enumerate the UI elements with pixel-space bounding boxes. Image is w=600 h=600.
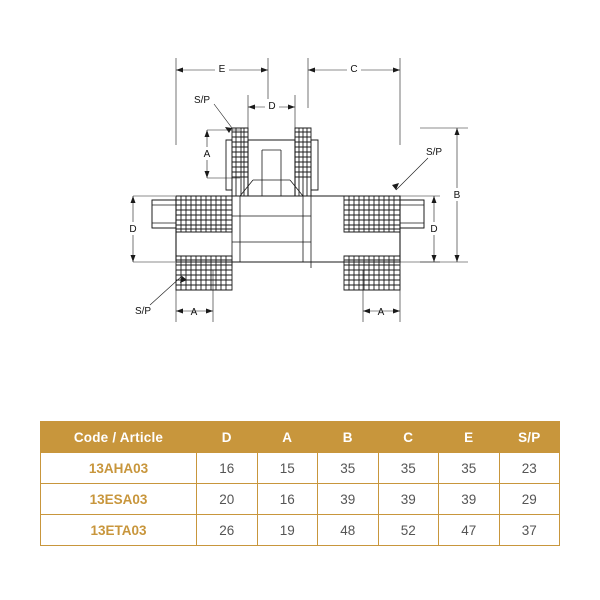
dim-label-sp-top-left: S/P: [193, 95, 211, 106]
dim-label-d-top: D: [268, 101, 276, 112]
dim-label-d-right: D: [430, 224, 438, 235]
table-row: [41, 515, 560, 546]
spec-table: [40, 421, 560, 546]
dim-label-b-right: B: [453, 190, 461, 201]
table-row: [41, 484, 560, 515]
cell-c: 39: [378, 484, 439, 515]
cell-a: 19: [257, 515, 318, 546]
cell-a: 15: [257, 453, 318, 484]
dim-label-d-left: D: [129, 224, 137, 235]
column-header-sp: S/P: [499, 422, 560, 453]
cell-e: 35: [439, 453, 500, 484]
dim-label-sp-right: S/P: [425, 147, 443, 158]
column-header-a: A: [257, 422, 318, 453]
cell-c: 52: [378, 515, 439, 546]
cell-d: 16: [197, 453, 258, 484]
table-row: [41, 453, 560, 484]
cell-b: 35: [318, 453, 379, 484]
cell-sp: 37: [499, 515, 560, 546]
dim-label-a-bottom-left: A: [190, 307, 198, 318]
table-header-row: [41, 422, 560, 453]
cell-c: 35: [378, 453, 439, 484]
spec-table-body: [41, 453, 560, 546]
column-header-code: Code / Article: [41, 422, 197, 453]
column-header-e: E: [439, 422, 500, 453]
dim-label-a-bottom-right: A: [377, 307, 385, 318]
dim-label-a-left: A: [203, 149, 211, 160]
cell-code: 13ESA03: [41, 484, 197, 515]
cell-e: 47: [439, 515, 500, 546]
cell-code: 13ETA03: [41, 515, 197, 546]
cell-sp: 29: [499, 484, 560, 515]
cell-code: 13AHA03: [41, 453, 197, 484]
spec-table-head: [41, 422, 560, 453]
cell-sp: 23: [499, 453, 560, 484]
cell-d: 26: [197, 515, 258, 546]
cell-e: 39: [439, 484, 500, 515]
column-header-b: B: [318, 422, 379, 453]
cell-b: 39: [318, 484, 379, 515]
dim-label-c-top: C: [350, 64, 358, 75]
dim-label-e-top: E: [218, 64, 226, 75]
dim-label-sp-bottom-left: S/P: [134, 306, 152, 317]
column-header-d: D: [197, 422, 258, 453]
column-header-c: C: [378, 422, 439, 453]
cell-d: 20: [197, 484, 258, 515]
spec-table-container: [40, 421, 560, 546]
cell-a: 16: [257, 484, 318, 515]
cell-b: 48: [318, 515, 379, 546]
